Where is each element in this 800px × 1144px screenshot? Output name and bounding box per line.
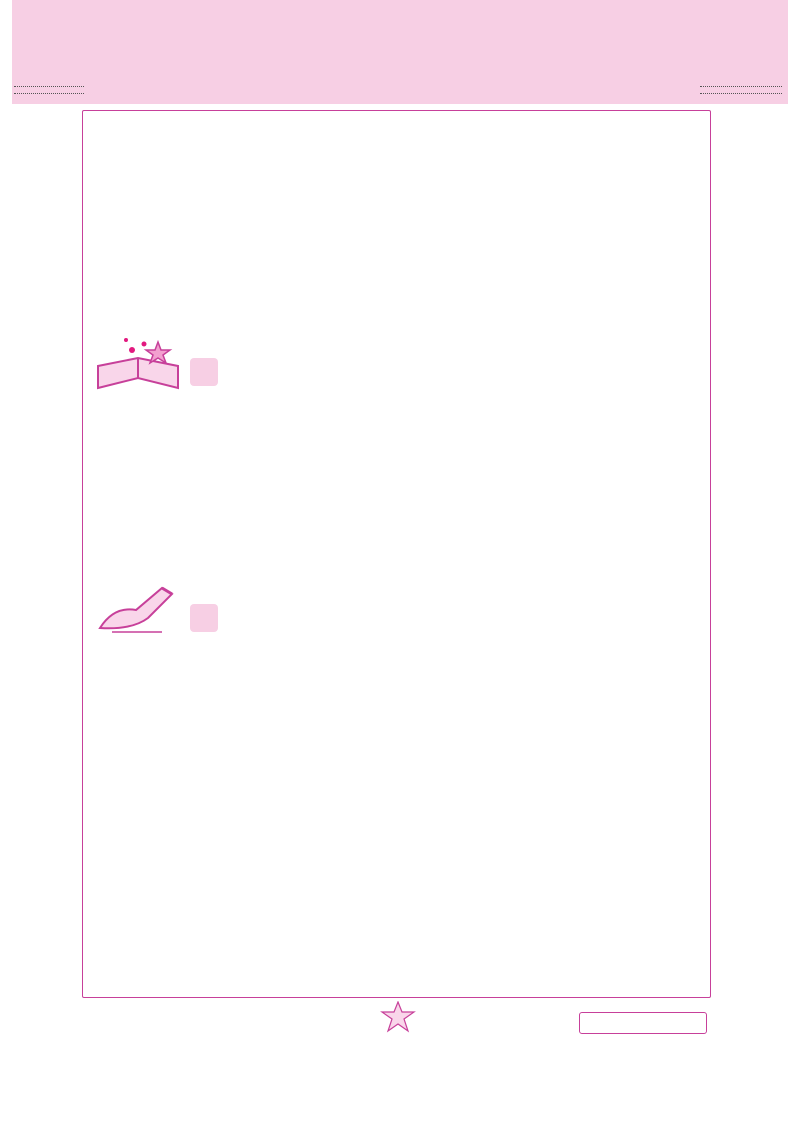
- recognize-section-label: [190, 358, 218, 386]
- writing-hand-icon: [92, 580, 184, 636]
- header-band: [12, 0, 788, 104]
- header-dots-right: [700, 86, 782, 94]
- lesson-title: [0, 316, 800, 338]
- writing-modes-badge: [579, 1012, 707, 1034]
- write-section-label: [190, 604, 218, 632]
- open-book-icon: [92, 336, 184, 396]
- page-frame: [82, 110, 711, 998]
- header-dots-left: [14, 86, 84, 94]
- page-number: [382, 1005, 412, 1029]
